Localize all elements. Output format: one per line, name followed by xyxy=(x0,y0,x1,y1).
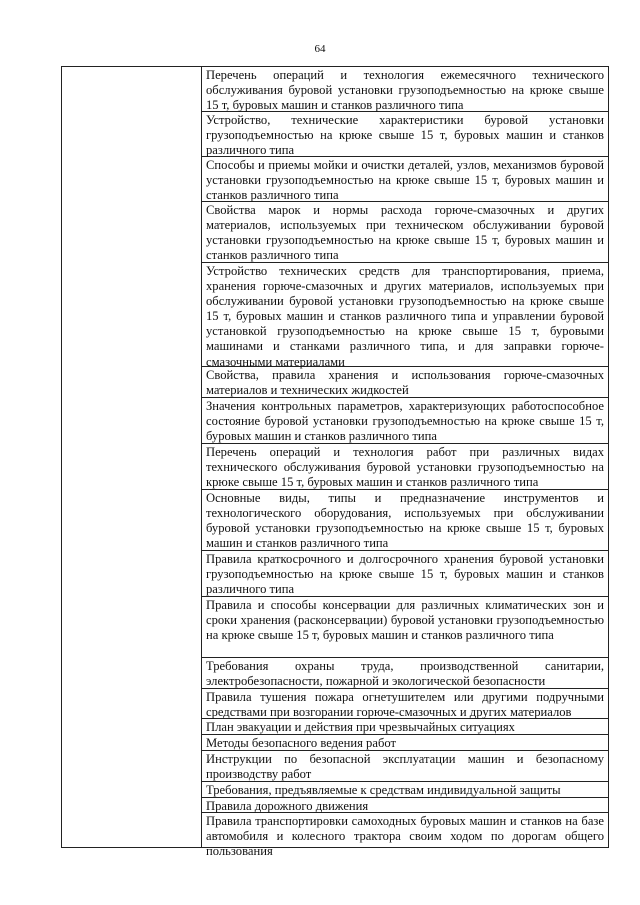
table-row: Требования охраны труда, производственной санитарии, электробезопасности, пожарной и экологической безопасности xyxy=(202,658,608,689)
table-row: Свойства, правила хранения и использования горюче-смазочных материалов и технических жидкостей xyxy=(202,367,608,398)
table-row: Основные виды, типы и предназначение инструментов и технологического оборудования, используемых при обслуживании буровой установки грузоподъемностью на крюке свыше 15 т, буровых машин и станков различного типа xyxy=(202,490,608,551)
table-row: Перечень операций и технология работ при различных видах технического обслуживания буровой установки грузоподъемностью на крюке свыше 15 т, буровых машин и станков различного типа xyxy=(202,444,608,490)
table-row: Правила тушения пожара огнетушителем или другими подручными средствами при возгорании горюче-смазочных и других материалов xyxy=(202,689,608,719)
table-row: Правила дорожного движения xyxy=(202,798,608,813)
table-row: План эвакуации и действия при чрезвычайных ситуациях xyxy=(202,719,608,735)
requirements-table xyxy=(61,66,609,859)
page-number: 64 xyxy=(314,43,326,55)
table-row: Методы безопасного ведения работ xyxy=(202,735,608,751)
table-row: Значения контрольных параметров, характеризующих работоспособное состояние буровой установки грузоподъемностью на крюке свыше 15 т, буровых машин и станков различного типа xyxy=(202,398,608,444)
table-row: Правила транспортировки самоходных буровых машин и станков на базе автомобиля и колесного трактора своим ходом по дорогам общего пользования xyxy=(206,814,604,859)
table-row: Правила краткосрочного и долгосрочного хранения буровой установки грузоподъемностью на крюке свыше 15 т, буровых машин и станков различного типа xyxy=(202,551,608,597)
table-row: Правила и способы консервации для различных климатических зон и сроки хранения (расконсервации) буровой установки грузоподъемностью на крюке свыше 15 т, буровых машин и станков различного типа xyxy=(202,597,608,658)
table-row: Устройство, технические характеристики буровой установки грузоподъемностью на крюке свыше 15 т, буровых машин и станков различного типа xyxy=(202,112,608,157)
table-row: Требования, предъявляемые к средствам индивидуальной защиты xyxy=(202,782,608,798)
table-row: Инструкции по безопасной эксплуатации машин и безопасному производству работ xyxy=(202,751,608,782)
table-right-column xyxy=(202,67,608,861)
table-row: Устройство технических средств для транспортирования, приема, хранения горюче-смазочных и других материалов, используемых при обслуживании буровой установки грузоподъемностью на крюке свыше 15 т, буровых машин и станков различного типа и управлении буровой установкой грузоподъемностью на крюке свыше 15 т, буровыми машинами и станками различного типа, и для заправки горюче-смазочными материалами xyxy=(202,263,608,367)
table-left-column xyxy=(62,67,202,847)
table-row: Перечень операций и технология ежемесячного технического обслуживания буровой установки грузоподъемностью на крюке свыше 15 т, буровых машин и станков различного типа xyxy=(202,67,608,112)
table-row: Свойства марок и нормы расхода горюче-смазочных и других материалов, используемых при техническом обслуживании буровой установки грузоподъемностью на крюке свыше 15 т, буровых машин и станков различного типа xyxy=(202,202,608,263)
table-row: Способы и приемы мойки и очистки деталей, узлов, механизмов буровой установки грузоподъемностью на крюке свыше 15 т, буровых машин и станков различного типа xyxy=(202,157,608,202)
